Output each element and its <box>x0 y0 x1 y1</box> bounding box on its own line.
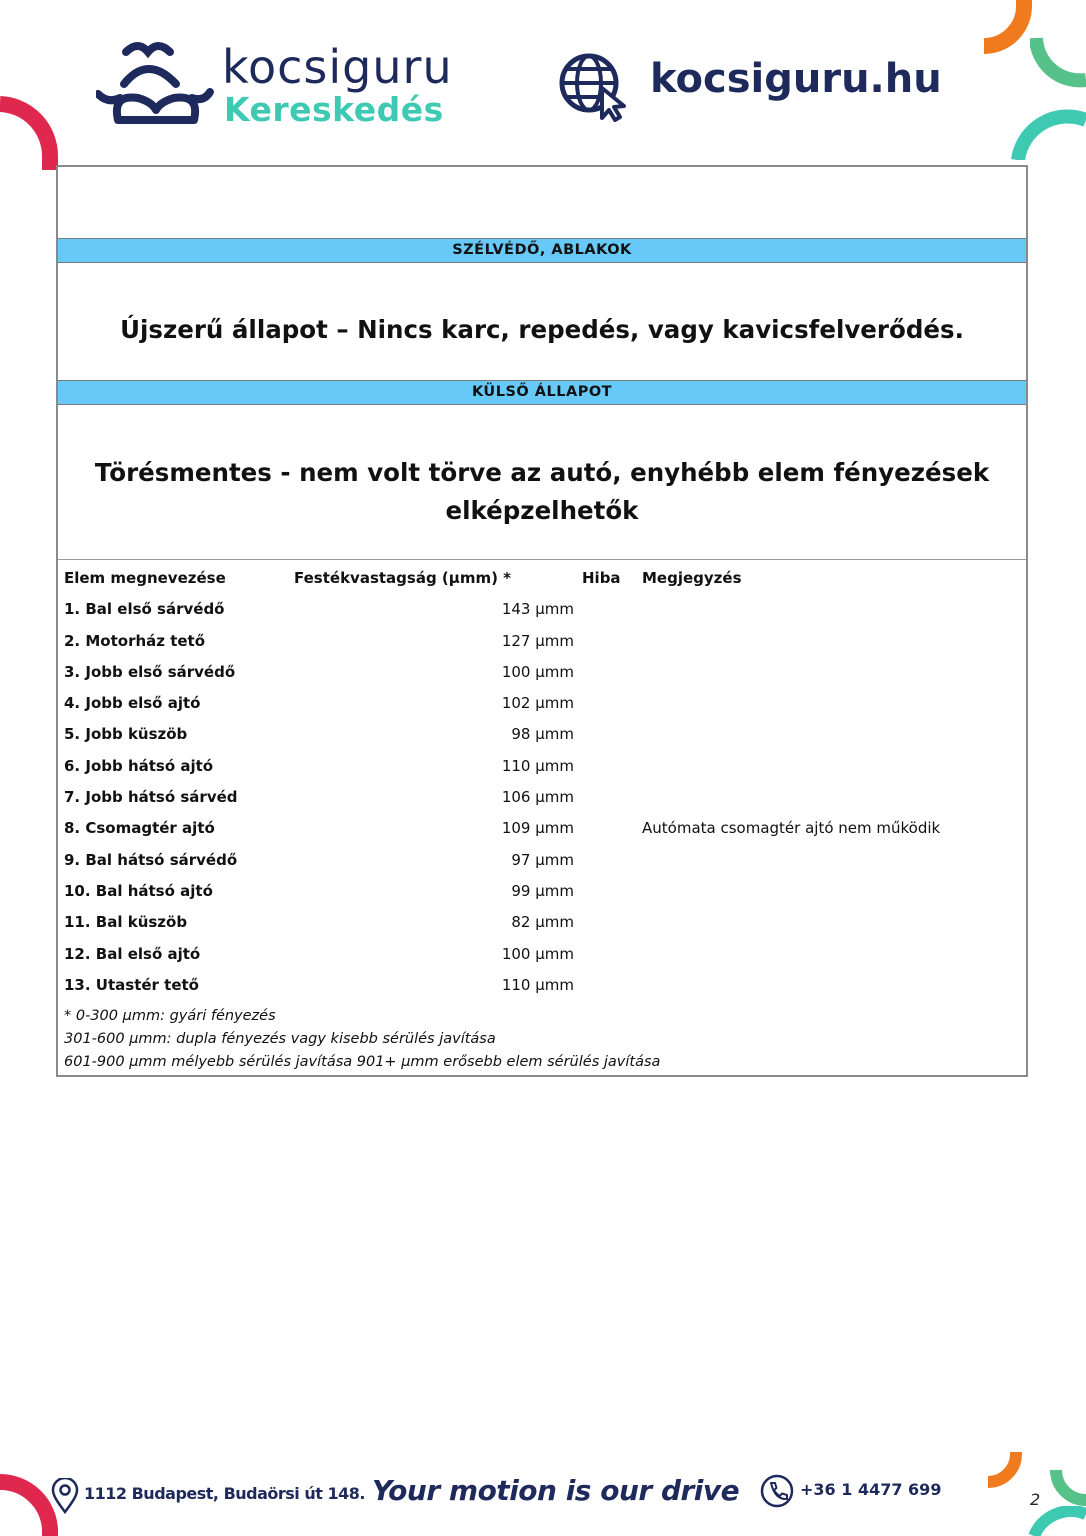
thickness-value: 100 µmm <box>501 662 574 681</box>
table-separator <box>58 559 1026 560</box>
thickness-value: 143 µmm <box>501 600 574 619</box>
location-pin-icon <box>50 1478 80 1514</box>
footer-address: 1112 Budapest, Budaörsi út 148. <box>84 1484 365 1503</box>
windshield-statement: Újszerű állapot – Nincs karc, repedés, vagy kavicsfelverődés. <box>120 315 964 344</box>
element-name: 8. Csomagtér ajtó <box>64 819 215 838</box>
element-name: 11. Bal küszöb <box>64 913 188 932</box>
thickness-value: 127 µmm <box>501 631 574 650</box>
element-name: 10. Bal hátsó ajtó <box>64 881 213 900</box>
element-name: 5. Jobb küszöb <box>64 725 188 744</box>
footnotes <box>64 1005 660 1074</box>
element-name: 7. Jobb hátsó sárvéd <box>64 788 238 807</box>
header-note: Megjegyzés <box>642 569 742 587</box>
header-thickness: Festékvastagság (µmm) * <box>294 569 512 587</box>
note-value: Autómata csomagtér ajtó nem működik <box>642 819 941 838</box>
element-name: 4. Jobb első ajtó <box>64 694 201 713</box>
header-element-name: Elem megnevezése <box>64 569 226 587</box>
thickness-value: 102 µmm <box>501 694 574 713</box>
website-address: kocsiguru.hu <box>650 56 942 102</box>
footnote-3: 601-900 µmm mélyebb sérülés javítása 901+ µmm erősebb elem sérülés javítása <box>64 1054 661 1070</box>
table-row <box>62 876 1022 907</box>
exterior-statement <box>58 454 1026 530</box>
table-row <box>62 813 1022 844</box>
element-name: 9. Bal hátsó sárvédő <box>64 850 238 869</box>
element-name: 2. Motorház tető <box>64 631 206 650</box>
exterior-section-header: KÜLSŐ ÁLLAPOT <box>58 380 1026 405</box>
table-row <box>62 719 1022 750</box>
paint-thickness-grid <box>62 563 1022 1001</box>
thickness-value: 100 µmm <box>501 944 574 963</box>
thickness-value: 110 µmm <box>501 975 574 994</box>
table-row <box>62 907 1022 938</box>
footnote-1: * 0-300 µmm: gyári fényezés <box>64 1008 276 1024</box>
footer-phone: +36 1 4477 699 <box>800 1480 942 1499</box>
guru-logo-icon <box>96 38 216 130</box>
thickness-value: 98 µmm <box>511 725 574 744</box>
thickness-value: 97 µmm <box>511 850 574 869</box>
phone-icon <box>760 1474 794 1508</box>
footer-slogan: Your motion is our drive <box>372 1474 740 1507</box>
element-name: 13. Utastér tető <box>64 975 199 994</box>
table-row <box>62 688 1022 719</box>
element-name: 3. Jobb első sárvédő <box>64 662 236 681</box>
corner-arc-top-left <box>0 90 70 170</box>
thickness-value: 106 µmm <box>501 788 574 807</box>
table-row <box>62 939 1022 970</box>
table-row <box>62 970 1022 1001</box>
element-name: 6. Jobb hátsó ajtó <box>64 756 214 775</box>
table-row <box>62 594 1022 625</box>
thickness-value: 110 µmm <box>501 756 574 775</box>
windshield-section-header: SZÉLVÉDŐ, ABLAKOK <box>58 238 1026 263</box>
header-defect: Hiba <box>582 569 621 587</box>
website-logo <box>558 52 958 122</box>
table-header-row <box>62 563 1022 594</box>
brand-logo <box>96 38 476 138</box>
thickness-value: 82 µmm <box>511 913 574 932</box>
table-row <box>62 845 1022 876</box>
brand-subtitle: Kereskedés <box>224 90 444 129</box>
brand-name: kocsiguru <box>222 40 453 94</box>
globe-cursor-icon <box>558 52 628 122</box>
corner-arc-top-right-teal <box>1010 108 1086 160</box>
footnote-2: 301-600 µmm: dupla fényezés vagy kisebb sérülés javítása <box>64 1031 496 1047</box>
page-footer <box>0 1460 1086 1536</box>
corner-arc-top-right-green <box>1030 30 1086 90</box>
table-row <box>62 626 1022 657</box>
exterior-statement-line2: elképzelhetők <box>445 496 639 525</box>
element-name: 1. Bal első sárvédő <box>64 600 225 619</box>
thickness-value: 109 µmm <box>501 819 574 838</box>
thickness-value: 99 µmm <box>511 881 574 900</box>
table-row <box>62 751 1022 782</box>
table-row <box>62 657 1022 688</box>
table-row <box>62 782 1022 813</box>
element-name: 12. Bal első ajtó <box>64 944 201 963</box>
condition-report-table <box>56 165 1028 1077</box>
exterior-statement-line1: Törésmentes - nem volt törve az autó, enyhébb elem fényezések <box>94 458 990 487</box>
page-number: 2 <box>1030 1490 1041 1509</box>
